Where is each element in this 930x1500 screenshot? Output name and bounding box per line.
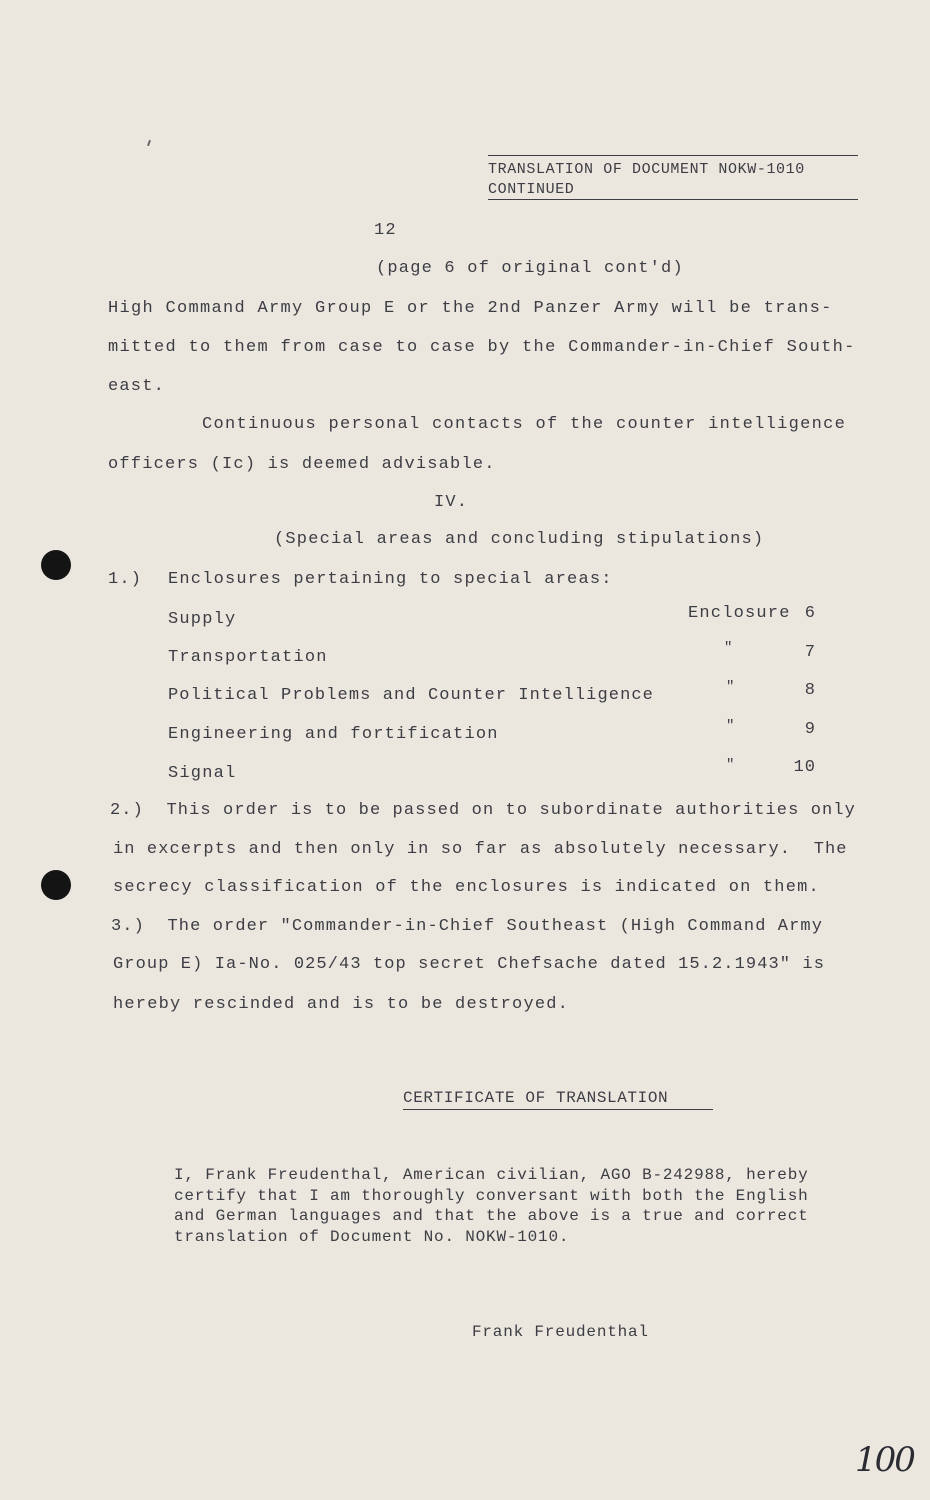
handwritten-page-number: 100 xyxy=(855,1440,914,1480)
stray-mark xyxy=(147,140,151,146)
certificate-line-3: and German languages and that the above is a true and correct xyxy=(174,1207,809,1225)
certificate-signature: Frank Freudenthal xyxy=(472,1323,649,1341)
header-line-1: TRANSLATION OF DOCUMENT NOKW-1010 xyxy=(488,161,805,178)
page-reference: (page 6 of original cont'd) xyxy=(376,259,684,278)
item1-text: Enclosures pertaining to special areas: xyxy=(168,570,613,589)
certificate-line-2: certify that I am thoroughly conversant with both the English xyxy=(174,1186,809,1205)
certificate-title-underline xyxy=(403,1109,713,1110)
enclosure-number: 9 xyxy=(804,720,816,739)
intro-line-3: east. xyxy=(108,377,166,396)
header-line-2: CONTINUED xyxy=(488,181,575,198)
ditto-mark: " xyxy=(726,679,735,695)
enclosure-name: Signal xyxy=(168,764,237,783)
enclosure-number: 6 xyxy=(804,604,816,623)
enclosure-name: Engineering and fortification xyxy=(168,725,499,744)
para2-line-2: officers (Ic) is deemed advisable. xyxy=(108,455,496,474)
para2-line-1: Continuous personal contacts of the counter intelligence xyxy=(202,415,847,434)
ditto-mark: " xyxy=(724,640,733,656)
intro-line-2: mitted to them from case to case by the Commander-in-Chief South- xyxy=(108,338,856,357)
enclosure-number: 7 xyxy=(804,643,816,662)
enclosure-label: Enclosure xyxy=(688,604,791,623)
certificate-body xyxy=(174,1165,894,1247)
enclosure-name: Transportation xyxy=(168,648,328,667)
header-bottom-rule xyxy=(488,199,858,200)
enclosure-name: Supply xyxy=(168,610,237,629)
item3-line-3: hereby rescinded and is to be destroyed. xyxy=(113,995,570,1014)
header-top-rule xyxy=(488,155,858,156)
certificate-title: CERTIFICATE OF TRANSLATION xyxy=(403,1089,669,1107)
binder-hole-bottom xyxy=(41,870,71,900)
certificate-line-1: I, Frank Freudenthal, American civilian, AGO B-242988, hereby xyxy=(174,1166,809,1184)
enclosure-number: 10 xyxy=(793,758,816,777)
enclosure-number: 8 xyxy=(804,681,816,700)
certificate-line-4: translation of Document No. NOKW-1010. xyxy=(174,1227,570,1246)
document-header xyxy=(488,160,805,200)
item3-line-1: 3.) The order "Commander-in-Chief Southeast (High Command Army xyxy=(111,917,824,936)
ditto-mark: " xyxy=(726,718,735,734)
enclosure-name: Political Problems and Counter Intelligence xyxy=(168,686,654,705)
item2-line-3: secrecy classification of the enclosures is indicated on them. xyxy=(113,878,820,897)
section-subtitle: (Special areas and concluding stipulations) xyxy=(274,530,765,549)
page-number: 12 xyxy=(374,221,397,240)
section-numeral: IV. xyxy=(434,493,469,512)
ditto-mark: " xyxy=(726,757,735,773)
item2-line-1: 2.) This order is to be passed on to subordinate authorities only xyxy=(110,801,856,820)
intro-line-1: High Command Army Group E or the 2nd Panzer Army will be trans- xyxy=(108,299,833,318)
item2-line-2: in excerpts and then only in so far as absolutely necessary. The xyxy=(113,840,848,859)
item3-line-2: Group E) Ia-No. 025/43 top secret Chefsache dated 15.2.1943" is xyxy=(113,955,826,974)
binder-hole-top xyxy=(41,550,71,580)
item1-number: 1.) xyxy=(108,570,143,589)
